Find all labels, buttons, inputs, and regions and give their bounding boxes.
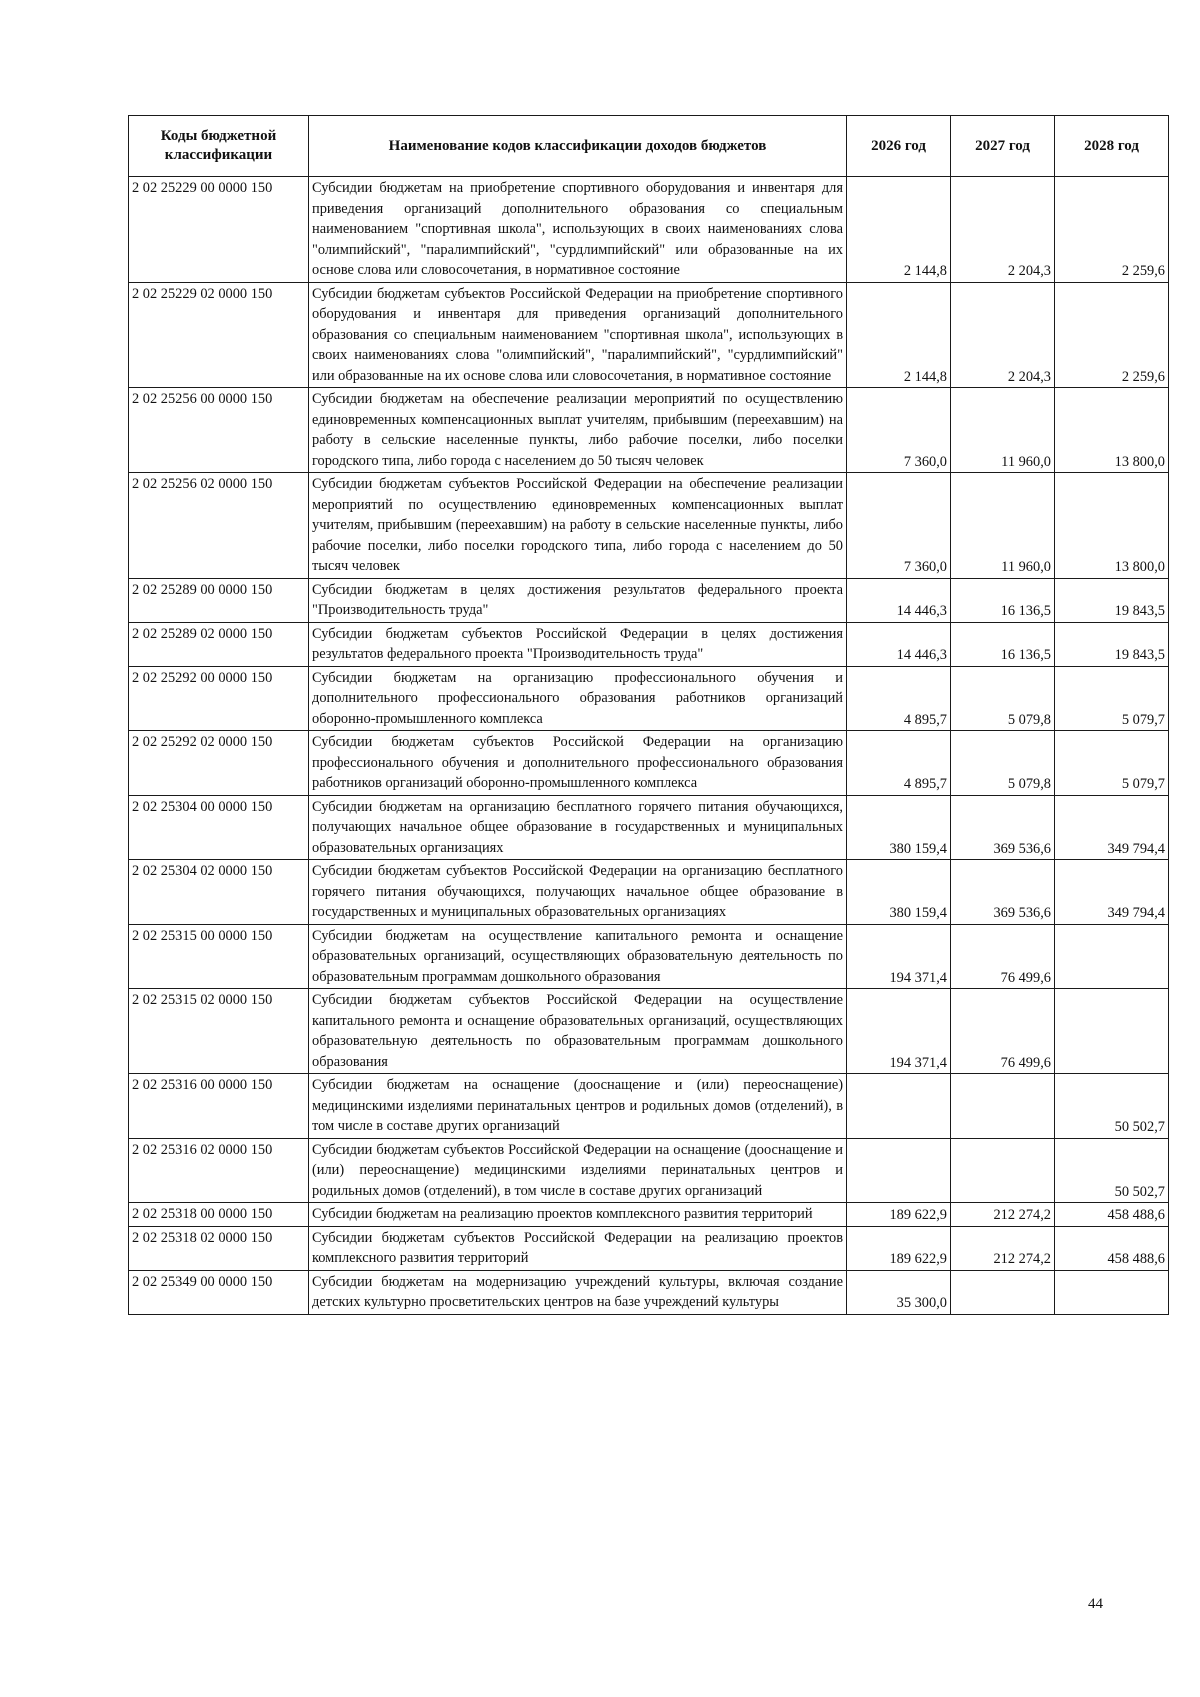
header-code: Коды бюджетной классификации	[129, 116, 309, 177]
table-row	[129, 177, 1169, 283]
row-value-2028: 458 488,6	[1055, 1226, 1169, 1270]
row-value-2026: 35 300,0	[847, 1270, 951, 1314]
row-value-2028: 19 843,5	[1055, 622, 1169, 666]
row-value-2027: 5 079,8	[951, 666, 1055, 731]
table-row	[129, 795, 1169, 860]
table-row	[129, 282, 1169, 388]
row-value-2027: 76 499,6	[951, 924, 1055, 989]
row-name: Субсидии бюджетам в целях достижения результатов федерального проекта "Производительность труда"	[309, 578, 847, 622]
row-value-2026: 194 371,4	[847, 924, 951, 989]
row-code: 2 02 25318 02 0000 150	[129, 1226, 309, 1270]
row-value-2026	[847, 1138, 951, 1203]
table-header-row	[129, 116, 1169, 177]
row-value-2027: 11 960,0	[951, 473, 1055, 579]
row-code: 2 02 25292 00 0000 150	[129, 666, 309, 731]
table-row	[129, 1138, 1169, 1203]
table-row	[129, 473, 1169, 579]
row-code: 2 02 25289 02 0000 150	[129, 622, 309, 666]
table-row	[129, 1270, 1169, 1314]
row-value-2026: 194 371,4	[847, 989, 951, 1074]
table-row	[129, 388, 1169, 473]
row-value-2026: 7 360,0	[847, 388, 951, 473]
row-code: 2 02 25304 00 0000 150	[129, 795, 309, 860]
row-name: Субсидии бюджетам субъектов Российской Федерации на осуществление капитального ремонта и оснащение образовательных организаций, осуществляющих образовательную деятельность по образовательным программам дошкольного образования	[309, 989, 847, 1074]
table-row	[129, 666, 1169, 731]
row-value-2027	[951, 1138, 1055, 1203]
row-value-2026: 4 895,7	[847, 731, 951, 796]
row-code: 2 02 25318 00 0000 150	[129, 1203, 309, 1227]
row-value-2026: 189 622,9	[847, 1203, 951, 1227]
row-value-2028: 349 794,4	[1055, 795, 1169, 860]
row-code: 2 02 25349 00 0000 150	[129, 1270, 309, 1314]
row-code: 2 02 25229 02 0000 150	[129, 282, 309, 388]
table-row	[129, 860, 1169, 925]
row-value-2027: 212 274,2	[951, 1226, 1055, 1270]
row-code: 2 02 25316 02 0000 150	[129, 1138, 309, 1203]
row-code: 2 02 25315 00 0000 150	[129, 924, 309, 989]
row-value-2028: 458 488,6	[1055, 1203, 1169, 1227]
table-row	[129, 578, 1169, 622]
row-value-2027: 212 274,2	[951, 1203, 1055, 1227]
row-name: Субсидии бюджетам субъектов Российской Федерации на оснащение (дооснащение и (или) переоснащение) медицинскими изделиями перинатальных центров и родильных домов (отделений), в том числе в составе других организаций	[309, 1138, 847, 1203]
row-value-2028: 13 800,0	[1055, 473, 1169, 579]
header-2026: 2026 год	[847, 116, 951, 177]
row-code: 2 02 25304 02 0000 150	[129, 860, 309, 925]
row-value-2027	[951, 1270, 1055, 1314]
row-value-2028: 5 079,7	[1055, 666, 1169, 731]
row-code: 2 02 25315 02 0000 150	[129, 989, 309, 1074]
row-value-2028: 5 079,7	[1055, 731, 1169, 796]
row-value-2026: 14 446,3	[847, 622, 951, 666]
row-name: Субсидии бюджетам субъектов Российской Федерации на приобретение спортивного оборудования и инвентаря для приведения организаций дополнительного образования со специальным наименованием "спортивная школа", использующих в своих наименованиях слова "олимпийский", "паралимпийский", "сурдлимпийский" или образованные на их основе слова или словосочетания, в нормативное состояние	[309, 282, 847, 388]
row-value-2028: 2 259,6	[1055, 282, 1169, 388]
header-name: Наименование кодов классификации доходов бюджетов	[309, 116, 847, 177]
table-row	[129, 924, 1169, 989]
row-name: Субсидии бюджетам на обеспечение реализации мероприятий по осуществлению единовременных компенсационных выплат учителям, прибывшим (переехавшим) на работу в сельские населенные пункты, либо рабочие поселки, либо поселки городского типа, либо города с населением до 50 тысяч человек	[309, 388, 847, 473]
row-value-2026: 4 895,7	[847, 666, 951, 731]
row-name: Субсидии бюджетам на осуществление капитального ремонта и оснащение образовательных организаций, осуществляющих образовательную деятельность по образовательным программам дошкольного образования	[309, 924, 847, 989]
table-row	[129, 989, 1169, 1074]
row-value-2027	[951, 1074, 1055, 1139]
row-value-2026: 14 446,3	[847, 578, 951, 622]
row-value-2028: 19 843,5	[1055, 578, 1169, 622]
row-name: Субсидии бюджетам на модернизацию учреждений культуры, включая создание детских культурно просветительских центров на базе учреждений культуры	[309, 1270, 847, 1314]
row-name: Субсидии бюджетам на организацию профессионального обучения и дополнительного профессионального образования работников организаций оборонно-промышленного комплекса	[309, 666, 847, 731]
row-value-2026: 7 360,0	[847, 473, 951, 579]
row-name: Субсидии бюджетам на реализацию проектов комплексного развития территорий	[309, 1203, 847, 1227]
row-name: Субсидии бюджетам на приобретение спортивного оборудования и инвентаря для приведения организаций дополнительного образования со специальным наименованием "спортивная школа", использующих в своих наименованиях слова "олимпийский", "паралимпийский", "сурдлимпийский" или образованные на их основе слова или словосочетания, в нормативное состояние	[309, 177, 847, 283]
row-value-2027: 369 536,6	[951, 860, 1055, 925]
table-row	[129, 1074, 1169, 1139]
row-value-2027: 11 960,0	[951, 388, 1055, 473]
row-value-2028: 50 502,7	[1055, 1074, 1169, 1139]
row-code: 2 02 25229 00 0000 150	[129, 177, 309, 283]
row-value-2027: 76 499,6	[951, 989, 1055, 1074]
row-code: 2 02 25256 02 0000 150	[129, 473, 309, 579]
row-value-2026: 2 144,8	[847, 282, 951, 388]
row-code: 2 02 25316 00 0000 150	[129, 1074, 309, 1139]
row-value-2026: 380 159,4	[847, 860, 951, 925]
row-value-2028	[1055, 989, 1169, 1074]
row-code: 2 02 25289 00 0000 150	[129, 578, 309, 622]
table-row	[129, 731, 1169, 796]
table-row	[129, 622, 1169, 666]
row-code: 2 02 25292 02 0000 150	[129, 731, 309, 796]
table-row	[129, 1203, 1169, 1227]
row-value-2027: 369 536,6	[951, 795, 1055, 860]
row-value-2028: 2 259,6	[1055, 177, 1169, 283]
row-value-2028: 349 794,4	[1055, 860, 1169, 925]
row-name: Субсидии бюджетам на организацию бесплатного горячего питания обучающихся, получающих начальное общее образование в государственных и муниципальных образовательных организациях	[309, 795, 847, 860]
row-name: Субсидии бюджетам субъектов Российской Федерации на реализацию проектов комплексного развития территорий	[309, 1226, 847, 1270]
row-value-2027: 2 204,3	[951, 282, 1055, 388]
row-value-2026: 2 144,8	[847, 177, 951, 283]
row-value-2027: 16 136,5	[951, 578, 1055, 622]
row-name: Субсидии бюджетам субъектов Российской Федерации на организацию профессионального обучения и дополнительного профессионального образования работников организаций оборонно-промышленного комплекса	[309, 731, 847, 796]
row-value-2027: 2 204,3	[951, 177, 1055, 283]
row-name: Субсидии бюджетам на оснащение (дооснащение и (или) переоснащение) медицинскими изделиями перинатальных центров и родильных домов (отделений), в том числе в составе других организаций	[309, 1074, 847, 1139]
row-value-2028: 50 502,7	[1055, 1138, 1169, 1203]
row-value-2026	[847, 1074, 951, 1139]
row-value-2028	[1055, 1270, 1169, 1314]
header-2027: 2027 год	[951, 116, 1055, 177]
budget-income-table	[128, 115, 1169, 1315]
row-name: Субсидии бюджетам субъектов Российской Федерации на организацию бесплатного горячего питания обучающихся, получающих начальное общее образование в государственных и муниципальных образовательных организациях	[309, 860, 847, 925]
page-number: 44	[1088, 1596, 1103, 1612]
row-value-2028	[1055, 924, 1169, 989]
table-row	[129, 1226, 1169, 1270]
header-2028: 2028 год	[1055, 116, 1169, 177]
row-value-2026: 380 159,4	[847, 795, 951, 860]
row-value-2028: 13 800,0	[1055, 388, 1169, 473]
row-name: Субсидии бюджетам субъектов Российской Федерации на обеспечение реализации мероприятий по осуществлению единовременных компенсационных выплат учителям, прибывшим (переехавшим) на работу в сельские населенные пункты, либо рабочие поселки, либо поселки городского типа, либо города с населением до 50 тысяч человек	[309, 473, 847, 579]
row-value-2026: 189 622,9	[847, 1226, 951, 1270]
row-value-2027: 5 079,8	[951, 731, 1055, 796]
row-code: 2 02 25256 00 0000 150	[129, 388, 309, 473]
row-name: Субсидии бюджетам субъектов Российской Федерации в целях достижения результатов федерального проекта "Производительность труда"	[309, 622, 847, 666]
row-value-2027: 16 136,5	[951, 622, 1055, 666]
